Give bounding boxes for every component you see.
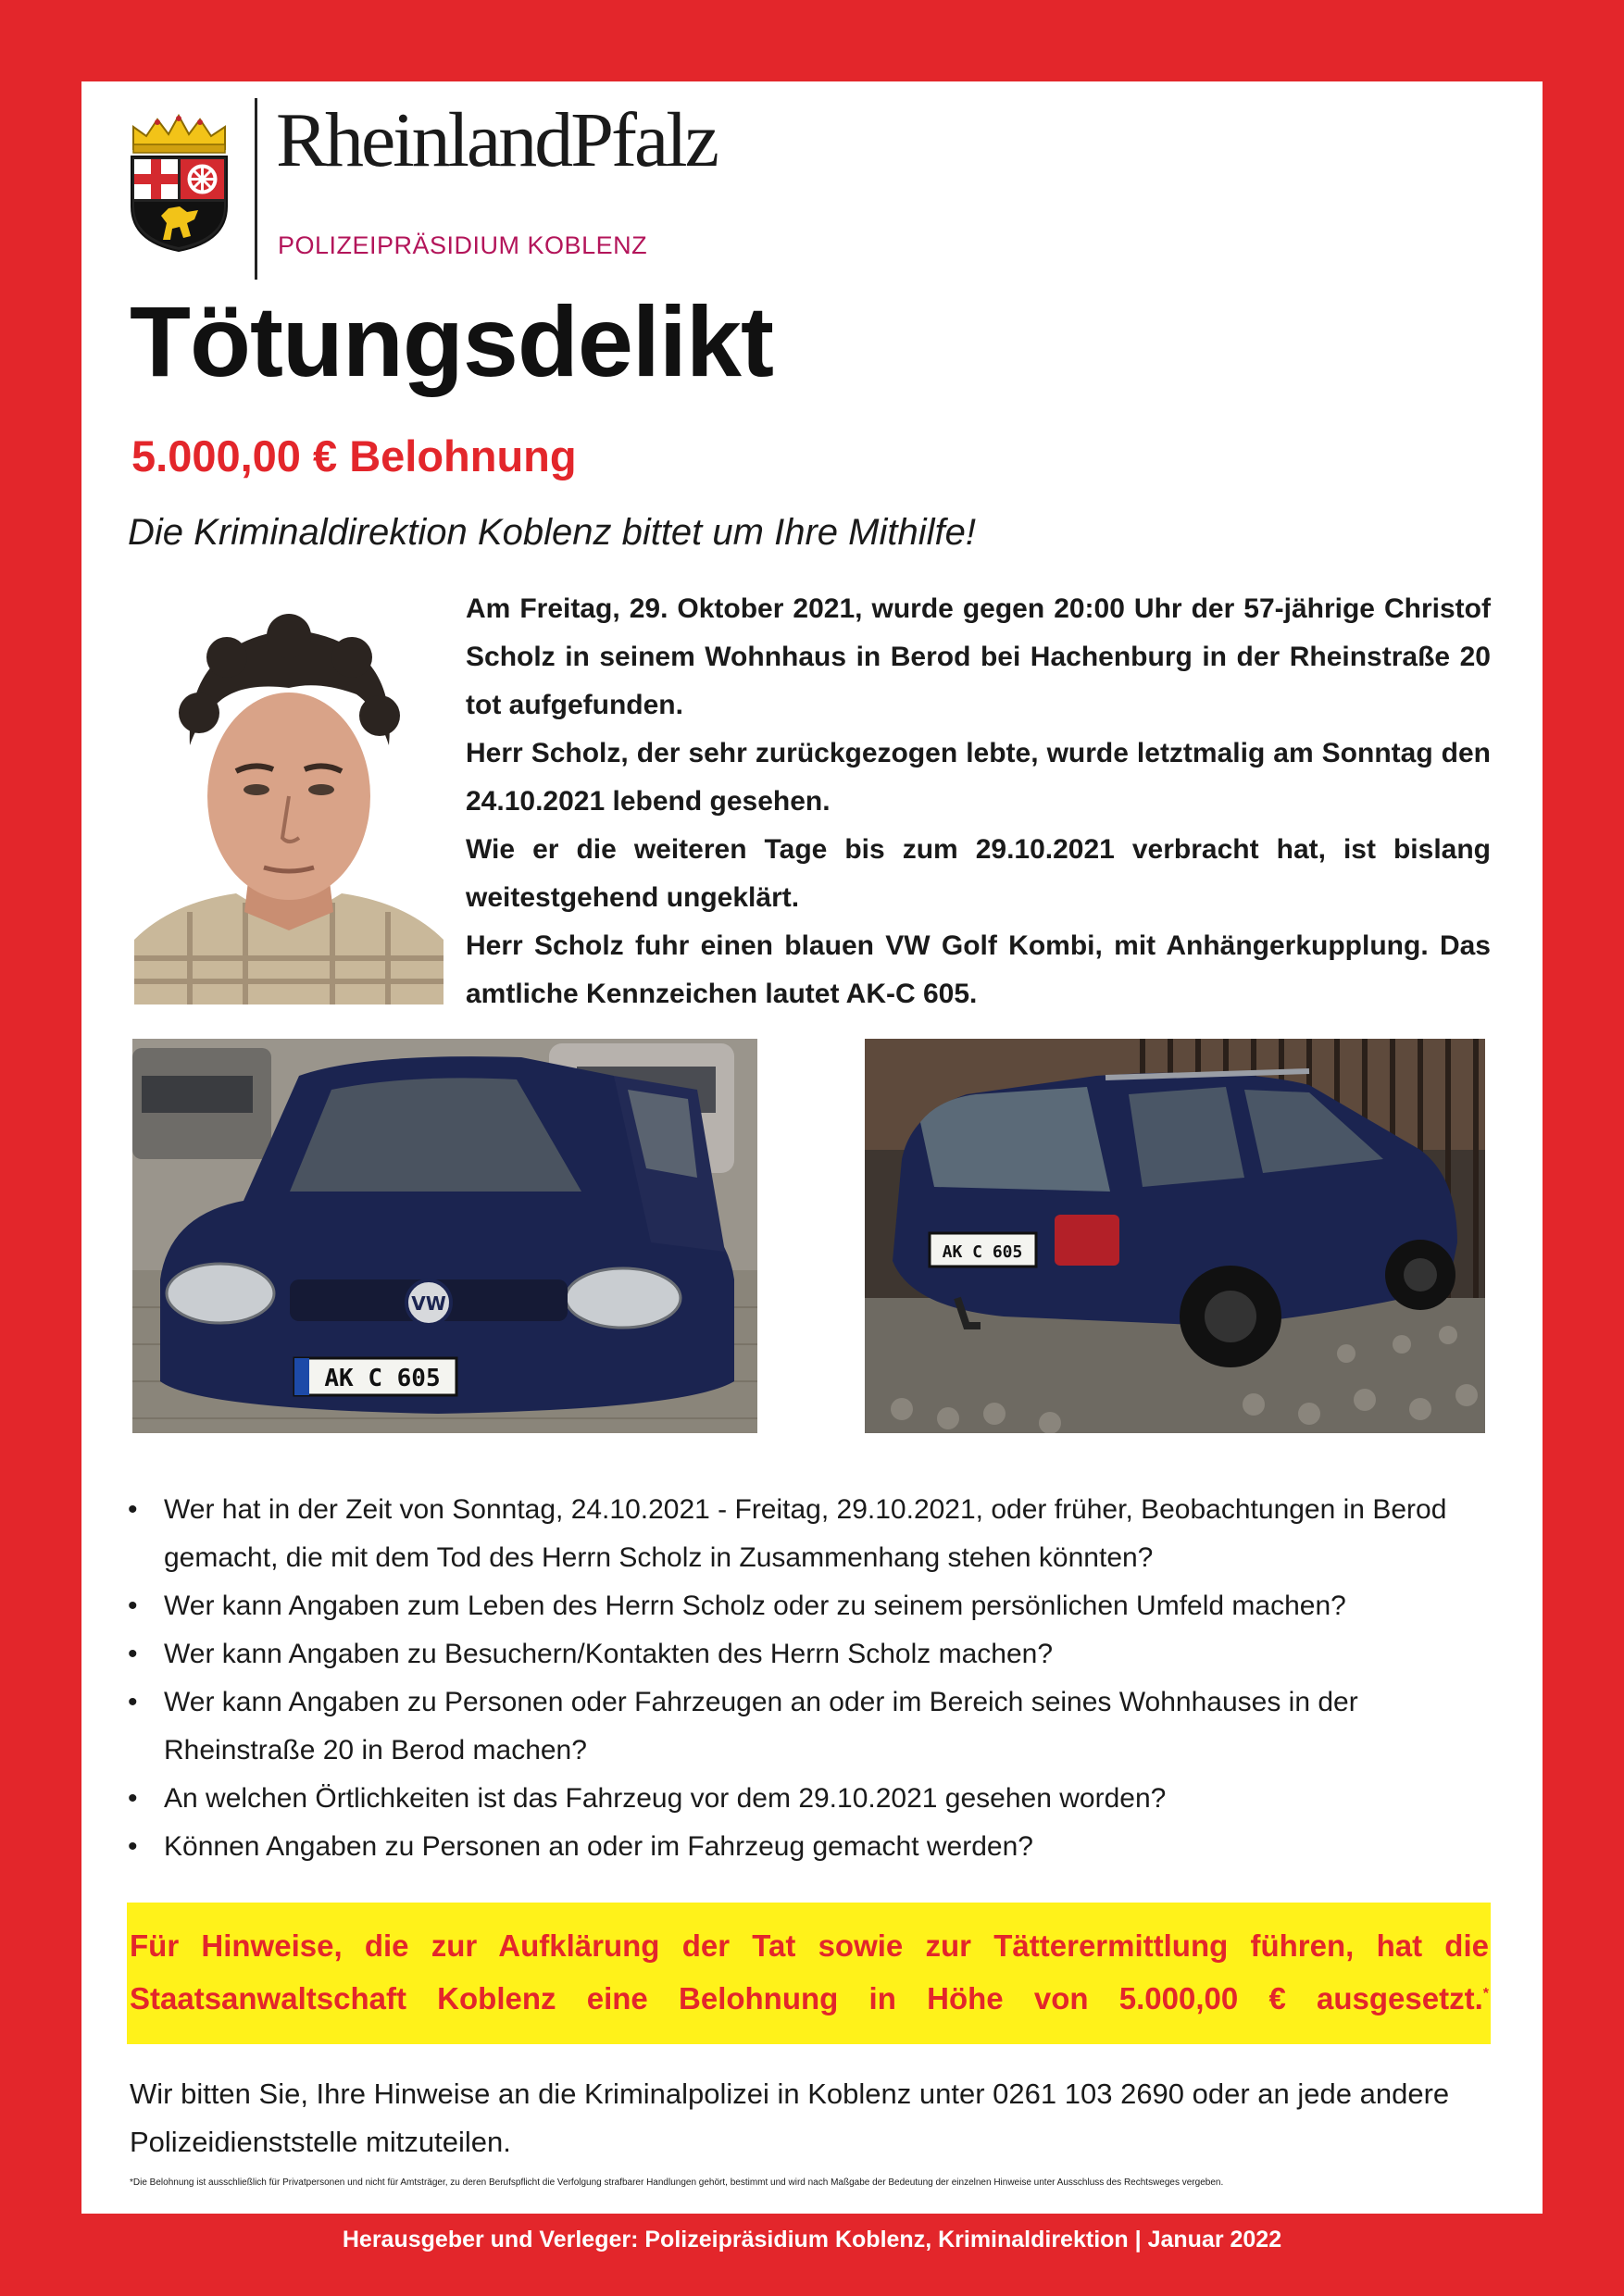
header-divider: [255, 98, 257, 280]
contact-info: Wir bitten Sie, Ihre Hinweise an die Kriminalpolizei in Koblenz unter 0261 103 2690 oder an jede andere Polizeidienststelle mitzuteilen.: [130, 2078, 1450, 2158]
case-description: [466, 585, 1491, 1018]
coat-of-arms-icon: [126, 114, 232, 253]
footnote-marker: *: [1482, 1986, 1489, 2002]
portrait-image: [134, 606, 443, 1004]
publisher-footer: Herausgeber und Verleger: Polizeipräsidium Koblenz, Kriminaldirektion | Januar 2022: [342, 2227, 1282, 2252]
list-item: • Wer kann Angaben zu Besuchern/Kontakten des Herrn Scholz machen?: [122, 1630, 1493, 1678]
page-title: Tötungsdelikt: [130, 285, 773, 397]
brand-wordmark: RheinlandPfalz: [276, 97, 717, 183]
car-photo-rear: [865, 1039, 1485, 1433]
reward-footnote: *Die Belohnung ist ausschließlich für Privatpersonen und nicht für Amtsträger, zu deren Berufspflicht die Verfolgung strafbarer Handlungen gehört, bestimmt und wird nach Maßgabe der Bedeutung der einzelnen Hinweise unter Ausschluss des Rechtsweges vergeben.: [130, 2177, 1224, 2188]
victim-portrait: [134, 606, 443, 1004]
car-rear-image: [865, 1039, 1485, 1433]
car-front-image: [132, 1039, 757, 1433]
list-item: • Können Angaben zu Personen an oder im Fahrzeug gemacht werden?: [122, 1823, 1493, 1871]
list-item: • Wer kann Angaben zum Leben des Herrn Scholz oder zu seinem persönlichen Umfeld machen?: [122, 1582, 1493, 1630]
list-item: • Wer hat in der Zeit von Sonntag, 24.10.2021 - Freitag, 29.10.2021, oder früher, Beobachtungen in Berod gemacht, die mit dem Tod des Herrn Scholz in Zusammenhang stehen könnten?: [122, 1486, 1493, 1582]
car-photo-front: [132, 1039, 757, 1433]
rear-license-plate: AK C 605: [942, 1242, 1023, 1262]
list-item: • An welchen Örtlichkeiten ist das Fahrzeug vor dem 29.10.2021 gesehen worden?: [122, 1775, 1493, 1823]
appeal-subtitle: Die Kriminaldirektion Koblenz bittet um Ihre Mithilfe!: [128, 512, 976, 553]
svg-text:VW: VW: [411, 1292, 446, 1315]
reward-heading: 5.000,00 € Belohnung: [131, 431, 577, 480]
list-item: • Wer kann Angaben zu Personen oder Fahrzeugen an oder im Bereich seines Wohnhauses in der Rheinstraße 20 in Berod machen?: [122, 1678, 1493, 1775]
reward-notice: [130, 1922, 1489, 2023]
question-list: [122, 1486, 1493, 1871]
department-name: POLIZEIPRÄSIDIUM KOBLENZ: [278, 231, 648, 259]
case-paragraph: Wie er die weiteren Tage bis zum 29.10.2021 verbracht hat, ist bislang weitestgehend ungeklärt.: [466, 834, 1491, 913]
case-paragraph: Herr Scholz fuhr einen blauen VW Golf Kombi, mit Anhängerkupplung. Das amtliche Kennzeichen lautet AK-C 605.: [466, 930, 1491, 1009]
case-paragraph: Am Freitag, 29. Oktober 2021, wurde gegen 20:00 Uhr der 57-jährige Christof Scholz in seinem Wohnhaus in Berod bei Hachenburg in der Rheinstraße 20 tot aufgefunden.: [466, 593, 1491, 720]
case-paragraph: Herr Scholz, der sehr zurückgezogen lebte, wurde letztmalig am Sonntag den 24.10.2021 lebend gesehen.: [466, 738, 1491, 817]
front-license-plate: AK C 605: [324, 1365, 441, 1392]
reward-notice-text: Für Hinweise, die zur Aufklärung der Tat sowie zur Tätterermittlung führen, hat die Staatsanwaltschaft Koblenz eine Belohnung in Höhe von 5.000,00 € ausgesetzt.: [130, 1928, 1489, 2015]
